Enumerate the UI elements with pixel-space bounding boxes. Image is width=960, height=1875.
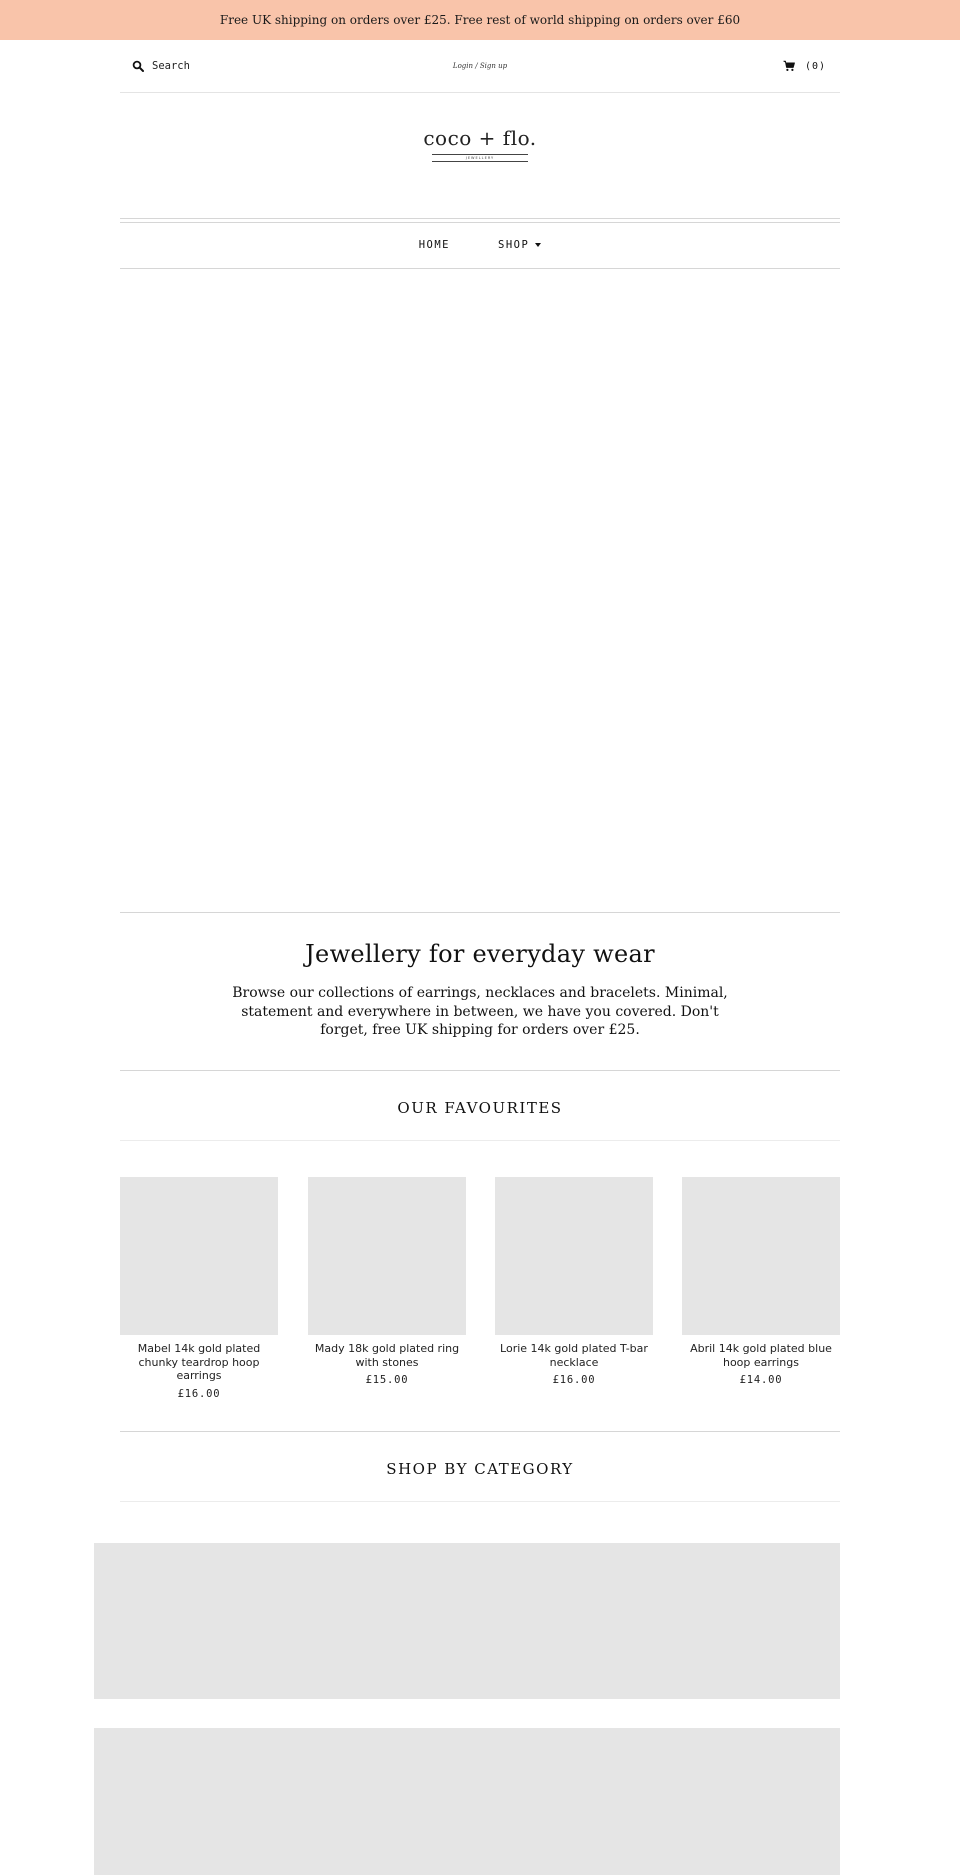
announcement-text: Free UK shipping on orders over £25. Free rest of world shipping on orders over £60	[219, 13, 741, 27]
category-tile[interactable]	[94, 1543, 840, 1699]
cart-icon	[783, 60, 795, 72]
main-nav	[120, 222, 840, 269]
product-image[interactable]	[682, 1177, 840, 1335]
nav-shop-label: SHOP	[498, 239, 530, 251]
product-name[interactable]: Mady 18k gold plated ring with stones	[314, 1342, 460, 1369]
categories-divider-top	[120, 1431, 840, 1432]
product-image[interactable]	[495, 1177, 653, 1335]
favourites-heading: OUR FAVOURITES	[397, 1099, 563, 1117]
categories-heading: SHOP BY CATEGORY	[386, 1460, 574, 1478]
product-card[interactable]	[682, 1177, 840, 1386]
product-name[interactable]: Lorie 14k gold plated T-bar necklace	[500, 1342, 648, 1369]
logo-name: coco + flo.	[423, 126, 537, 150]
favourites-grid	[120, 1177, 840, 1400]
top-bar	[120, 40, 840, 93]
search-box[interactable]	[132, 40, 292, 92]
search-icon	[132, 60, 144, 72]
product-price: £14.00	[739, 1374, 783, 1386]
product-card[interactable]	[495, 1177, 653, 1386]
product-card[interactable]	[308, 1177, 466, 1386]
login-signup-link[interactable]: Login / Sign up	[452, 62, 508, 70]
cart-button[interactable]	[783, 40, 826, 92]
product-price: £15.00	[365, 1374, 409, 1386]
product-image[interactable]	[308, 1177, 466, 1335]
favourites-divider-bottom	[120, 1140, 840, 1141]
categories-divider-bottom	[120, 1501, 840, 1502]
favourites-divider-top	[120, 1070, 840, 1071]
nav-home-label: HOME	[418, 239, 450, 251]
product-name[interactable]: Mabel 14k gold plated chunky teardrop hoop earrings	[137, 1342, 261, 1382]
product-card[interactable]	[120, 1177, 278, 1400]
product-price: £16.00	[177, 1387, 221, 1400]
product-image[interactable]	[120, 1177, 278, 1335]
intro-divider	[120, 912, 840, 913]
logo-tagline-band	[432, 154, 528, 162]
product-price: £16.00	[552, 1374, 596, 1386]
nav-shop[interactable]	[494, 239, 545, 251]
category-tile[interactable]	[94, 1728, 840, 1875]
product-name[interactable]: Abril 14k gold plated blue hoop earrings	[690, 1342, 832, 1369]
logo-tagline: JEWELLERY	[465, 156, 495, 160]
caret-down-icon	[535, 243, 541, 247]
nav-home[interactable]	[415, 239, 454, 251]
announcement-bar	[0, 0, 960, 40]
search-input[interactable]	[152, 60, 292, 72]
intro-title: Jewellery for everyday wear	[305, 940, 655, 968]
cart-count: (0)	[804, 60, 826, 72]
site-logo[interactable]	[400, 128, 560, 188]
intro-body: Browse our collections of earrings, necklaces and bracelets. Minimal, statement and everywhere in between, we have you covered. Don't forget, free UK shipping for orders over £25.	[232, 985, 728, 1038]
